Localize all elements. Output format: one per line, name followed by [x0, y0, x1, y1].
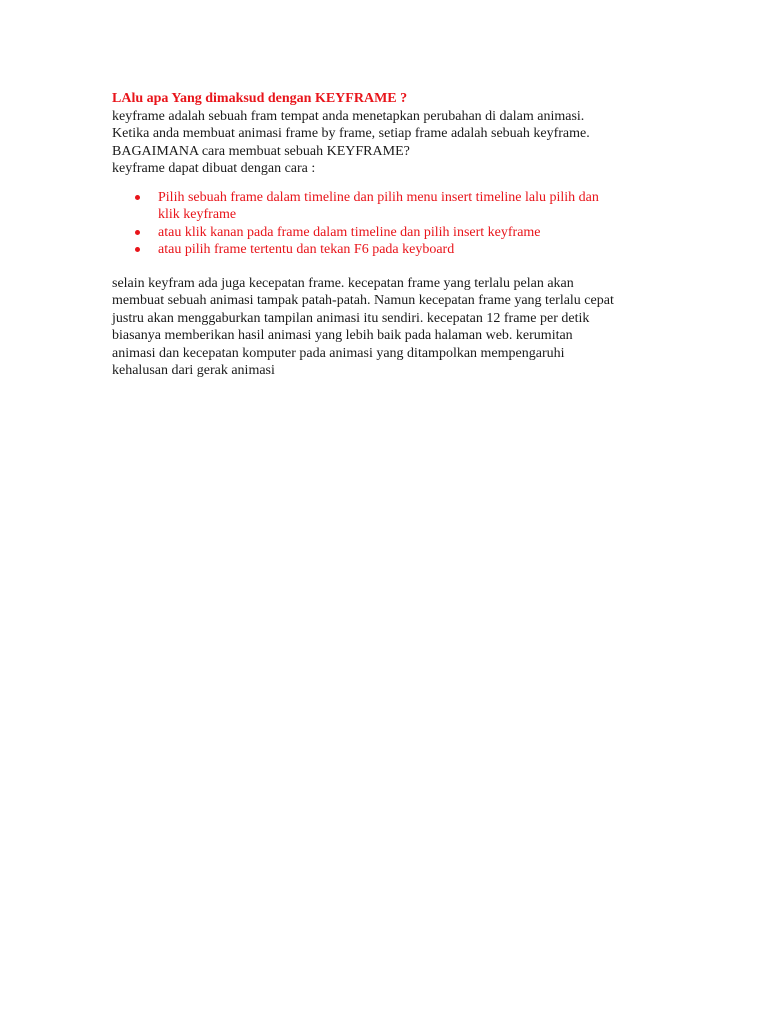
intro-text — [112, 108, 672, 178]
paragraph-line: biasanya memberikan hasil animasi yang lebih baik pada halaman web. kerumitan — [112, 328, 573, 343]
bullet-text-line: klik keyframe — [158, 207, 237, 222]
body-paragraph — [112, 275, 672, 380]
bullet-text-line: atau pilih frame tertentu dan tekan F6 pada keyboard — [158, 242, 455, 257]
paragraph-line: justru akan menggaburkan tampilan animasi itu sendiri. kecepatan 12 frame per detik — [112, 310, 590, 326]
bullet-item — [112, 241, 672, 259]
paragraph-line: kehalusan dari gerak animasi — [112, 363, 275, 378]
paragraph-line: selain keyfram ada juga kecepatan frame. kecepatan frame yang terlalu pelan akan — [112, 275, 574, 291]
bullet-dot-icon — [135, 247, 140, 252]
bullet-dot-icon — [135, 230, 140, 235]
bullet-item — [112, 189, 672, 224]
bullet-item — [112, 224, 672, 242]
bullet-text-line: atau klik kanan pada frame dalam timeline dan pilih insert keyframe — [158, 224, 541, 240]
intro-line-how-question: BAGAIMANA cara membuat sebuah KEYFRAME? — [112, 143, 410, 159]
bullet-dot-icon — [135, 195, 140, 200]
paragraph-line: membuat sebuah animasi tampak patah-patah. Namun kecepatan frame yang terlalu cepat — [112, 293, 614, 308]
intro-line-method-lead: keyframe dapat dibuat dengan cara : — [112, 161, 316, 176]
heading-question: LAlu apa Yang dimaksud dengan KEYFRAME ? — [112, 91, 408, 106]
paragraph-line: animasi dan kecepatan komputer pada animasi yang ditampolkan mempengaruhi — [112, 345, 565, 361]
method-bullet-list — [112, 189, 672, 259]
intro-line-definition: keyframe adalah sebuah fram tempat anda menetapkan perubahan di dalam animasi. — [112, 108, 585, 124]
intro-line-frame-by-frame: Ketika anda membuat animasi frame by frame, setiap frame adalah sebuah keyframe. — [112, 126, 590, 141]
document-page — [112, 90, 672, 380]
bullet-text-line: Pilih sebuah frame dalam timeline dan pilih menu insert timeline lalu pilih dan — [158, 189, 599, 205]
